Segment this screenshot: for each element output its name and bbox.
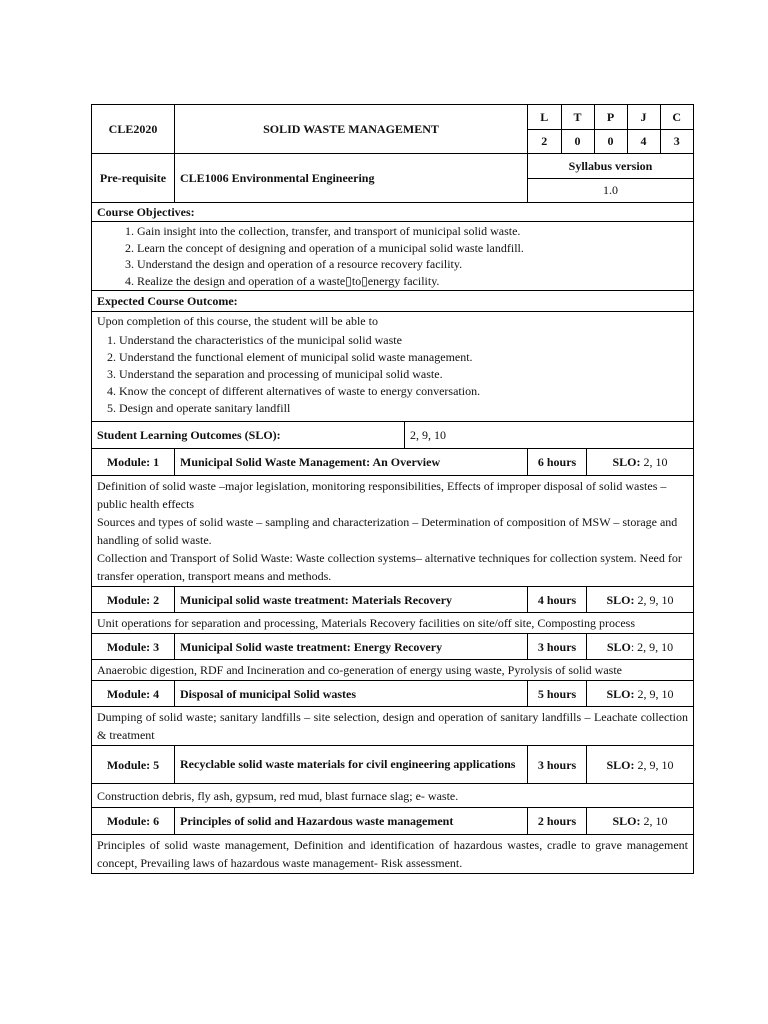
- syllabus-document: [91, 104, 693, 874]
- ltpjc-value-t: 0: [561, 129, 594, 153]
- module-hours: 4 hours: [528, 587, 587, 613]
- ltpjc-value-j: 4: [627, 129, 660, 153]
- ltpjc-header-j: J: [627, 105, 660, 129]
- module-paragraph: Collection and Transport of Solid Waste: Waste collection systems– alternative techniques for collection system. Need for transfer operation, transport means and methods.: [97, 551, 682, 583]
- ltpjc-grid: [528, 105, 694, 154]
- syllabus-version-label: Syllabus version: [568, 158, 653, 173]
- objective-item: 4. Realize the design and operation of a waste▯to▯energy facility.: [137, 273, 693, 290]
- slo-value: 2, 9, 10: [405, 422, 694, 449]
- outcome-row: [92, 312, 694, 422]
- module-slo: [587, 681, 694, 707]
- module-label: Module: 4: [92, 681, 175, 707]
- module-header-row: [92, 634, 694, 660]
- outcome-list: [97, 332, 688, 421]
- module-title: Recyclable solid waste materials for civil engineering applications: [175, 746, 528, 784]
- module-slo: [587, 746, 694, 784]
- module-label: Module: 3: [92, 634, 175, 660]
- outcome-item: 4. Know the concept of different alternatives of waste to energy conversation.: [119, 383, 688, 400]
- module-header-row: [92, 808, 694, 835]
- prerequisite-label: Pre-requisite: [92, 154, 175, 203]
- prerequisite-value: CLE1006 Environmental Engineering: [175, 154, 528, 203]
- module-label: Module: 1: [92, 449, 175, 476]
- module-paragraph: Sources and types of solid waste – sampling and characterization – Determination of composition of MSW – storage and handling of solid waste.: [97, 515, 678, 547]
- module-content-row: [92, 784, 694, 808]
- module-content-row: [92, 707, 694, 746]
- module-content: Construction debris, fly ash, gypsum, red mud, blast furnace slag; e- waste.: [92, 784, 694, 808]
- module-paragraph: Definition of solid waste –major legislation, monitoring responsibilities, Effects of improper disposal of solid wastes – public health effects: [97, 479, 667, 511]
- module-content-row: [92, 835, 694, 874]
- module-title: Municipal Solid Waste Management: An Overview: [175, 449, 528, 476]
- outcome-item: 3. Understand the separation and processing of municipal solid waste.: [119, 366, 688, 383]
- module-slo: [587, 449, 694, 476]
- module-slo-value: 2, 10: [640, 455, 668, 469]
- module-title: Municipal Solid waste treatment: Energy Recovery: [175, 634, 528, 660]
- module-header-row: [92, 587, 694, 613]
- module-content-row: [92, 660, 694, 681]
- ltpjc-value-l: 2: [528, 129, 561, 153]
- module-slo: [587, 808, 694, 835]
- outcome-intro: Upon completion of this course, the student will be able to: [97, 314, 378, 328]
- outcome-heading: Expected Course Outcome:: [92, 291, 694, 312]
- objectives-heading-row: [92, 203, 694, 222]
- module-hours: 2 hours: [528, 808, 587, 835]
- module-slo-label: SLO: [606, 639, 631, 654]
- module-content: Unit operations for separation and processing, Materials Recovery facilities on site/off site, Composting process: [92, 613, 694, 634]
- syllabus-version-cell: [528, 154, 694, 203]
- outcome-item: 5. Design and operate sanitary landfill: [119, 400, 688, 417]
- module-slo-value: 2, 9, 10: [634, 592, 674, 607]
- module-slo-value: 2, 9, 10: [634, 686, 674, 701]
- module-slo: [587, 634, 694, 660]
- syllabus-table: [91, 104, 694, 874]
- module-content: Anaerobic digestion, RDF and Incineration and co-generation of energy using waste, Pyrolysis of solid waste: [92, 660, 694, 681]
- module-hours: 5 hours: [528, 681, 587, 707]
- module-header-row: [92, 449, 694, 476]
- outcome-item: 1. Understand the characteristics of the municipal solid waste: [119, 332, 688, 349]
- slo-label: Student Learning Outcomes (SLO):: [92, 422, 405, 449]
- module-content-row: [92, 613, 694, 634]
- module-label: Module: 5: [92, 746, 175, 784]
- module-slo-label: SLO:: [612, 455, 641, 469]
- module-content: [92, 476, 694, 587]
- course-title: SOLID WASTE MANAGEMENT: [175, 105, 528, 154]
- course-code: CLE2020: [92, 105, 175, 154]
- ltpjc-header-l: L: [540, 109, 549, 124]
- module-slo-label: SLO:: [612, 814, 641, 828]
- module-title: Disposal of municipal Solid wastes: [175, 681, 528, 707]
- module-hours: 3 hours: [528, 634, 587, 660]
- module-content: Dumping of solid waste; sanitary landfills – site selection, design and operation of sanitary landfills – Leachate collection & treatment: [92, 707, 694, 746]
- module-header-row: [92, 681, 694, 707]
- module-slo-label: SLO:: [606, 757, 635, 772]
- module-slo: [587, 587, 694, 613]
- module-hours: 3 hours: [528, 746, 587, 784]
- objective-item: 3. Understand the design and operation of a resource recovery facility.: [137, 256, 693, 273]
- objective-item: 2. Learn the concept of designing and operation of a municipal solid waste landfill.: [137, 240, 693, 257]
- objectives-row: [92, 222, 694, 291]
- module-slo-value: 2, 10: [640, 814, 668, 828]
- ltpjc-header-c: C: [660, 105, 693, 129]
- module-header-row: [92, 746, 694, 784]
- module-slo-label: SLO:: [606, 686, 635, 701]
- module-content-row: [92, 476, 694, 587]
- outcome-item: 2. Understand the functional element of municipal solid waste management.: [119, 349, 688, 366]
- objectives-list: [92, 222, 693, 290]
- syllabus-version-value: 1.0: [528, 178, 693, 202]
- slo-row: [92, 422, 694, 449]
- ltpjc-value-c: 3: [660, 129, 693, 153]
- module-hours: 6 hours: [528, 449, 587, 476]
- module-slo-value: : 2, 9, 10: [630, 639, 674, 654]
- ltpjc-value-p: 0: [594, 129, 627, 153]
- module-label: Module: 6: [92, 808, 175, 835]
- objectives-heading: Course Objectives:: [92, 203, 694, 222]
- module-slo-value: 2, 9, 10: [634, 757, 674, 772]
- header-row: [92, 105, 694, 154]
- outcome-heading-row: [92, 291, 694, 312]
- prerequisite-row: [92, 154, 694, 203]
- objective-item: 1. Gain insight into the collection, transfer, and transport of municipal solid waste.: [137, 223, 693, 240]
- module-label: Module: 2: [92, 587, 175, 613]
- module-content: Principles of solid waste management, Definition and identification of hazardous wastes, cradle to grave management concept, Prevailing laws of hazardous waste management- Risk assessment.: [92, 835, 694, 874]
- ltpjc-header-p: P: [594, 105, 627, 129]
- module-title: Principles of solid and Hazardous waste management: [175, 808, 528, 835]
- ltpjc-header-t: T: [561, 105, 594, 129]
- module-title: Municipal solid waste treatment: Materials Recovery: [175, 587, 528, 613]
- module-slo-label: SLO:: [606, 592, 635, 607]
